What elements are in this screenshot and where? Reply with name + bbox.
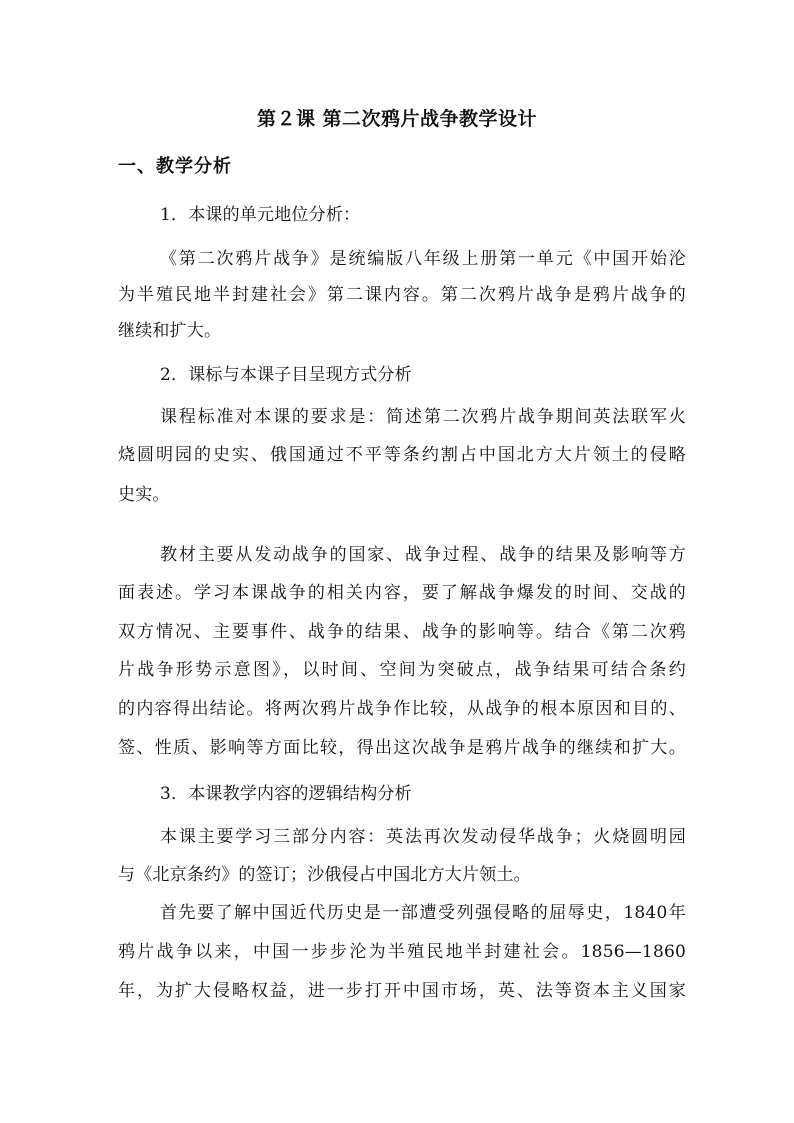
paragraph-line: 史实。 <box>118 485 170 505</box>
paragraph-line: 继续和扩大。 <box>118 321 222 341</box>
paragraph-line: 年，为扩大侵略权益，进一步打开中国市场，英、法等资本主义国家 <box>118 981 686 1001</box>
paragraph-line: 鸦片战争以来，中国一步步沦为半殖民地半封建社会。1856—1860 <box>118 942 686 962</box>
paragraph-line: 的内容得出结论。将两次鸦片战争作比较，从战争的根本原因和目的、 <box>118 699 686 719</box>
subheading-logic-structure: 3．本课教学内容的逻辑结构分析 <box>160 784 412 804</box>
paragraph-line: 面表述。学习本课战争的相关内容，要了解战争爆发的时间、交战的 <box>118 583 686 603</box>
paragraph-line: 课程标准对本课的要求是：简述第二次鸦片战争期间英法联军火 <box>160 407 686 427</box>
paragraph-line: 《第二次鸦片战争》是统编版八年级上册第一单元《中国开始沦 <box>160 249 686 269</box>
subheading-curriculum-standard: 2．课标与本课子目呈现方式分析 <box>160 365 412 385</box>
subheading-unit-position: 1．本课的单元地位分析： <box>160 205 361 225</box>
document-title: 第２课 第二次鸦片战争教学设计 <box>256 108 538 130</box>
paragraph-line: 片战争形势示意图》，以时间、空间为突破点，战争结果可结合条约 <box>118 660 686 680</box>
paragraph-line: 为半殖民地半封建社会》第二课内容。第二次鸦片战争是鸦片战争的 <box>118 285 686 305</box>
paragraph-line: 与《北京条约》的签订；沙俄侵占中国北方大片领土。 <box>118 865 531 885</box>
section-heading-teaching-analysis: 一、教学分析 <box>118 156 232 177</box>
paragraph-line: 教材主要从发动战争的国家、战争过程、战争的结果及影响等方 <box>160 545 686 565</box>
paragraph-line: 双方情况、主要事件、战争的结果、战争的影响等。结合《第二次鸦 <box>118 622 686 642</box>
paragraph-line: 本课主要学习三部分内容：英法再次发动侵华战争；火烧圆明园 <box>160 827 686 847</box>
paragraph-line: 签、性质、影响等方面比较，得出这次战争是鸦片战争的继续和扩大。 <box>118 738 686 758</box>
paragraph-line: 烧圆明园的史实、俄国通过不平等条约割占中国北方大片领土的侵略 <box>118 445 686 465</box>
paragraph-line: 首先要了解中国近代历史是一部遭受列强侵略的屈辱史，1840年 <box>160 903 686 923</box>
